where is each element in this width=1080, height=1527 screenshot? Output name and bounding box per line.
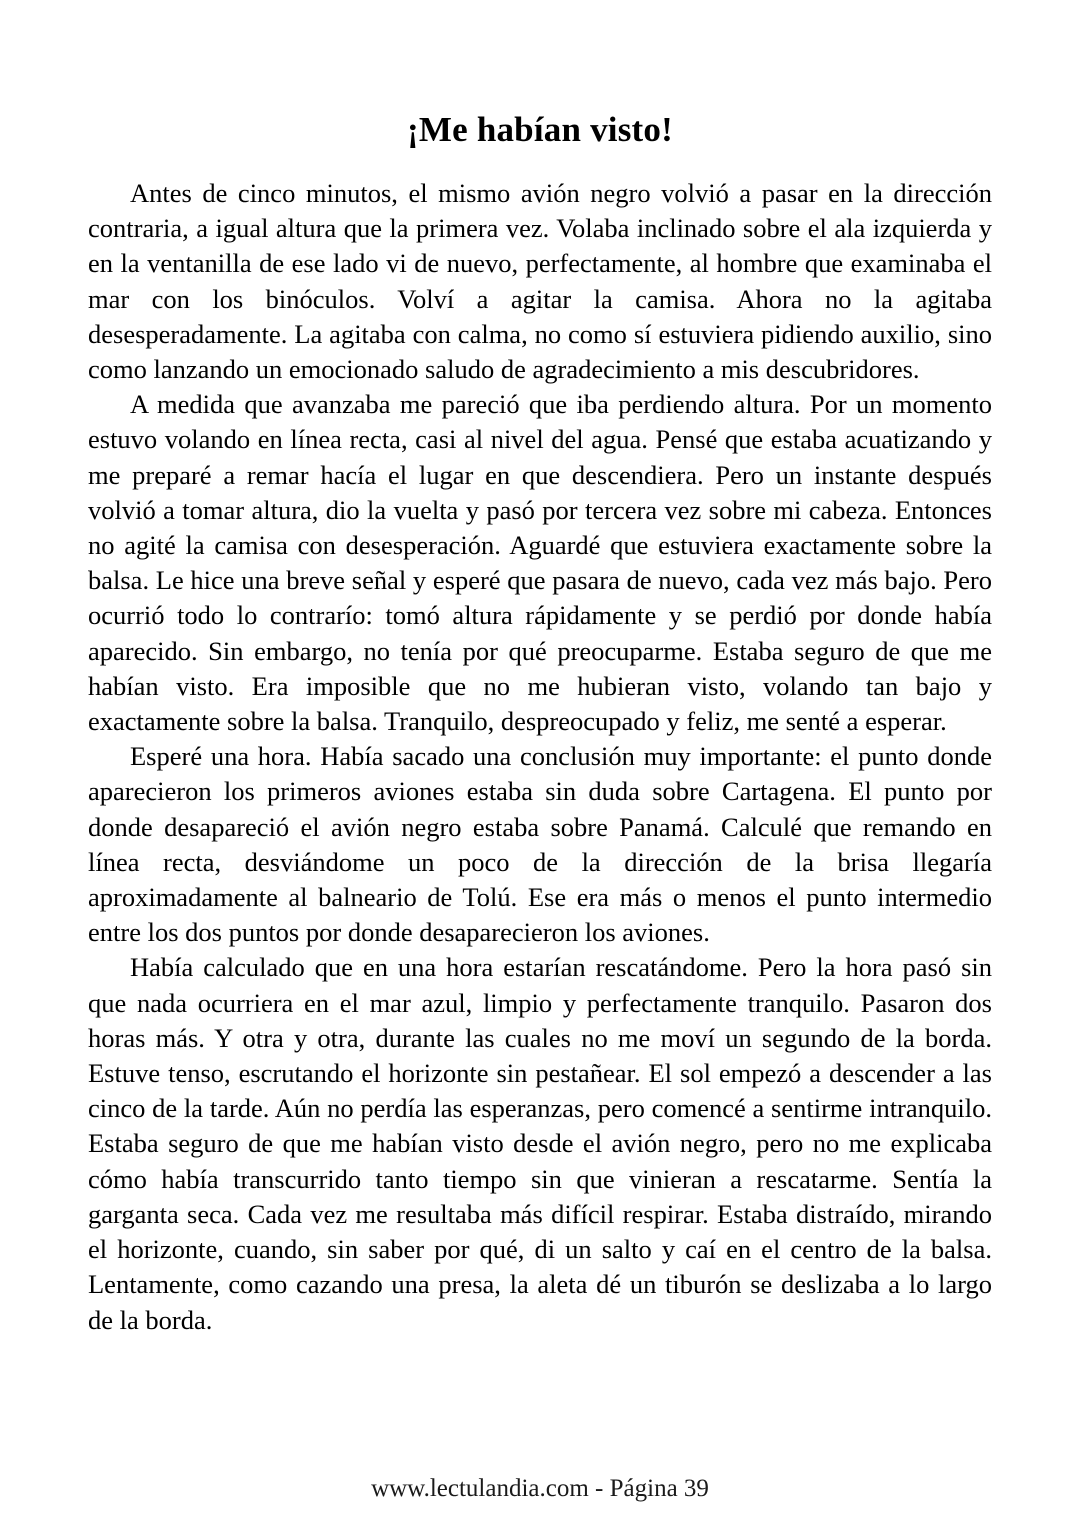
- paragraph: Había calculado que en una hora estarían rescatándome. Pero la hora pasó sin que nada ocurriera en el mar azul, limpio y perfectamente tranquilo. Pasaron dos horas más. Y otra y otra, durante las cuales no me moví un segundo de la borda. Estuve tenso, escrutando el horizonte sin pestañear. El sol empezó a descender a las cinco de la tarde. Aún no perdía las esperanzas, pero comencé a sentirme intranquilo. Estaba seguro de que me habían visto desde el avión negro, pero no me explicaba cómo había transcurrido tanto tiempo sin que vinieran a rescatarme. Sentía la garganta seca. Cada vez me resultaba más difícil respirar. Estaba distraído, mirando el horizonte, cuando, sin saber por qué, di un salto y caí en el centro de la balsa. Lentamente, como cazando una presa, la aleta dé un tiburón se deslizaba a lo largo de la borda.: [88, 952, 992, 1335]
- page-footer: www.lectulandia.com - Página 39: [371, 1475, 709, 1502]
- body-text-block: [88, 176, 992, 1338]
- paragraph: A medida que avanzaba me pareció que iba perdiendo altura. Por un momento estuvo volando en línea recta, casi al nivel del agua. Pensé que estaba acuatizando y me preparé a remar hacía el lugar en que descendiera. Pero un instante después volvió a tomar altura, dio la vuelta y pasó por tercera vez sobre mi cabeza. Entonces no agité la camisa con desesperación. Aguardé que estuviera exactamente sobre la balsa. Le hice una breve señal y esperé que pasara de nuevo, cada vez más bajo. Pero ocurrió todo lo contrarío: tomó altura rápidamente y se perdió por donde había aparecido. Sin embargo, no tenía por qué preocuparme. Estaba seguro de que me habían visto. Era imposible que no me hubieran visto, volando tan bajo y exactamente sobre la balsa. Tranquilo, despreocupado y feliz, me senté a esperar.: [88, 389, 992, 737]
- page-title: ¡Me habían visto!: [407, 110, 673, 150]
- paragraph: Antes de cinco minutos, el mismo avión negro volvió a pasar en la dirección contraria, a igual altura que la primera vez. Volaba inclinado sobre el ala izquierda y en la ventanilla de ese lado vi de nuevo, perfectamente, al hombre que examinaba el mar con los binóculos. Volví a agitar la camisa. Ahora no la agitaba desesperadamente. La agitaba con calma, no como sí estuviera pidiendo auxilio, sino como lanzando un emocionado saludo de agradecimiento a mis descubridores.: [88, 178, 992, 385]
- paragraph: Esperé una hora. Había sacado una conclusión muy importante: el punto donde aparecieron los primeros aviones estaba sin duda sobre Cartagena. El punto por donde desapareció el avión negro estaba sobre Panamá. Calculé que remando en línea recta, desviándome un poco de la dirección de la brisa llegaría aproximadamente al balneario de Tolú. Ese era más o menos el punto intermedio entre los dos puntos por donde desaparecieron los aviones.: [88, 741, 992, 948]
